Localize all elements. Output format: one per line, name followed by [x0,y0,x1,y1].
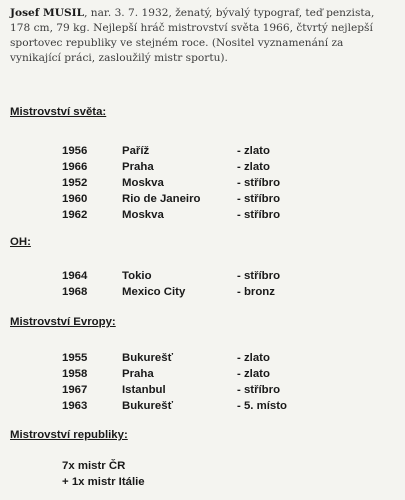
year-cell: 1956 [62,145,88,157]
medal-cell: - stříbro [237,193,281,205]
year-cell: 1962 [62,209,88,221]
place-cell: Paříž [122,145,150,157]
year-cell: 1958 [62,368,88,380]
olympics-table [62,268,327,300]
medal-cell: - bronz [237,286,275,298]
medal-cell: - stříbro [237,384,281,396]
year-cell: 1964 [62,270,88,282]
place-cell: Mexico City [122,286,186,298]
biography-paragraph [10,6,395,66]
year-cell: 1967 [62,384,88,396]
place-cell: Moskva [122,177,164,189]
table-row [62,398,327,414]
medal-cell: - zlato [237,145,270,157]
european-championships-table [62,350,327,414]
athlete-name: Josef MUSIL [10,7,85,19]
year-cell: 1966 [62,161,88,173]
place-cell: Moskva [122,209,164,221]
european-championships-heading: Mistrovství Evropy: [10,316,116,328]
table-row [62,191,327,207]
world-championships-table [62,143,327,223]
table-row [62,366,327,382]
year-cell: 1963 [62,400,88,412]
year-cell: 1955 [62,352,88,364]
table-row [62,284,327,300]
national-championships-heading: Mistrovství republiky: [10,429,128,441]
medal-cell: - zlato [237,161,270,173]
italian-title-line: + 1x mistr Itálie [62,476,145,488]
table-row [62,175,327,191]
place-cell: Praha [122,368,154,380]
table-row [62,207,327,223]
place-cell: Tokio [122,270,152,282]
national-titles-line: 7x mistr ČR [62,460,126,472]
biography-text: , nar. 3. 7. 1932, ženatý, bývalý typograf, teď penzista, 178 cm, 79 kg. Nejlepší hráč mistrovství světa 1966, čtvrtý nejlepší sportovec republiky ve stejném roce. (Nositel vyznamenání za vynikající práci, zasloužilý mistr sportu). [10,7,375,64]
olympics-heading: OH: [10,236,31,248]
world-championships-heading: Mistrovství světa: [10,106,107,118]
medal-cell: - zlato [237,352,270,364]
table-row [62,268,327,284]
table-row [62,143,327,159]
place-cell: Istanbul [122,384,166,396]
medal-cell: - stříbro [237,177,281,189]
medal-cell: - stříbro [237,209,281,221]
year-cell: 1952 [62,177,88,189]
table-row [62,350,327,366]
year-cell: 1960 [62,193,88,205]
table-row [62,159,327,175]
medal-cell: - 5. místo [237,400,288,412]
place-cell: Bukurešť [122,400,174,412]
medal-cell: - stříbro [237,270,281,282]
place-cell: Rio de Janeiro [122,193,201,205]
table-row [62,382,327,398]
place-cell: Bukurešť [122,352,174,364]
medal-cell: - zlato [237,368,270,380]
year-cell: 1968 [62,286,88,298]
place-cell: Praha [122,161,154,173]
